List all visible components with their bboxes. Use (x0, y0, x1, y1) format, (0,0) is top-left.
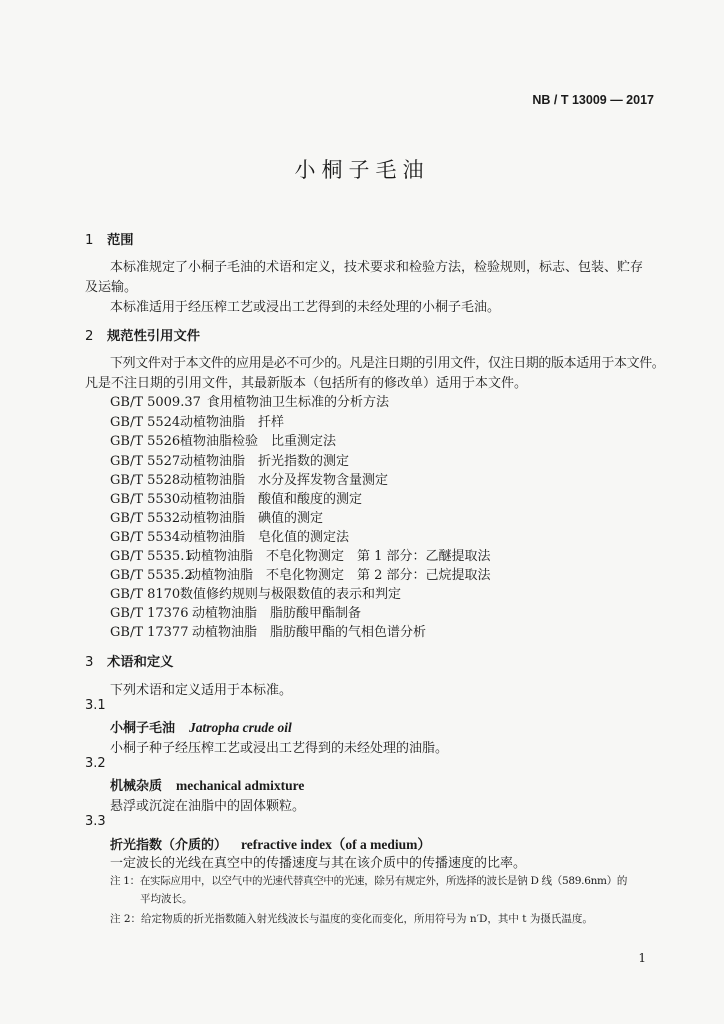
reference-item (110, 450, 349, 469)
reference-title: 动植物油脂 扦样 (180, 415, 285, 430)
section-2-heading (85, 325, 200, 344)
reference-code: GB/T 5527 (110, 454, 181, 469)
reference-item (110, 621, 426, 640)
term-heading (110, 775, 304, 794)
term-heading (110, 717, 292, 736)
reference-code: GB/T 5535.2 (110, 568, 193, 583)
reference-item (110, 564, 491, 583)
reference-title: 动植物油脂 碘值的测定 (180, 511, 324, 526)
section-title: 术语和定义 (107, 655, 174, 670)
reference-title: 动植物油脂 皂化值的测定法 (180, 530, 350, 545)
term-number: 3.1 (85, 698, 106, 713)
reference-title: 动植物油脂 折光指数的测定 (180, 454, 350, 469)
document-title: 小桐子毛油 (294, 158, 430, 182)
section-1-para1-line1: 本标准规定了小桐子毛油的术语和定义，技术要求和检验方法，检验规则，标志、包装、贮存 (110, 260, 644, 275)
reference-title: 动植物油脂 不皂化物测定 第 2 部分：己烷提取法 (188, 568, 491, 583)
reference-item (110, 602, 361, 621)
reference-title: 动植物油脂 水分及挥发物含量测定 (180, 473, 389, 488)
note-1-line2: 平均波长。 (140, 893, 193, 905)
term-english: refractive index（of a medium） (241, 837, 431, 852)
section-title: 规范性引用文件 (107, 329, 201, 344)
section-number: 2 (85, 329, 94, 344)
reference-code: GB/T 5530 (110, 492, 181, 507)
term-chinese: 机械杂质 (110, 779, 163, 794)
reference-item (110, 583, 401, 602)
term-number: 3.2 (85, 756, 106, 771)
reference-code: GB/T 5528 (110, 473, 181, 488)
note-1-line1: 注 1：在实际应用中，以空气中的光速代替真空中的光速，除另有规定外，所选择的波长是钠 D 线（589.6nm）的 (110, 875, 628, 887)
reference-code: GB/T 17376 (110, 606, 189, 621)
section-title: 范围 (107, 233, 134, 248)
term-definition: 小桐子种子经压榨工艺或浸出工艺得到的未经处理的油脂。 (110, 741, 449, 756)
reference-title: 植物油脂检验 比重测定法 (180, 434, 337, 449)
reference-item (110, 469, 388, 488)
reference-code: GB/T 5526 (110, 434, 181, 449)
section-2-intro-line1: 下列文件对于本文件的应用是必不可少的。凡是注日期的引用文件，仅注日期的版本适用于本文件。 (110, 356, 665, 371)
document-code: NB / T 13009 — 2017 (532, 93, 654, 107)
reference-code: GB/T 5009.37 (110, 395, 201, 410)
section-1-para2: 本标准适用于经压榨工艺或浸出工艺得到的未经处理的小桐子毛油。 (110, 300, 501, 315)
reference-item (110, 526, 349, 545)
page-number: 1 (638, 951, 646, 965)
reference-code: GB/T 5524 (110, 415, 181, 430)
reference-code: GB/T 5532 (110, 511, 181, 526)
reference-title: 食用植物油卫生标准的分析方法 (207, 395, 390, 410)
section-3-heading (85, 651, 173, 670)
reference-code: GB/T 8170 (110, 587, 181, 602)
section-1-heading (85, 229, 134, 248)
note-2: 注 2：给定物质的折光指数随入射光线波长与温度的变化而变化，所用符号为 n′D，其中 t 为摄氏温度。 (110, 913, 593, 925)
reference-item (110, 391, 389, 410)
reference-title: 动植物油脂 酸值和酸度的测定 (180, 492, 363, 507)
section-number: 1 (85, 233, 94, 248)
reference-item (110, 507, 323, 526)
section-2-intro-line2: 凡是不注日期的引用文件，其最新版本（包括所有的修改单）适用于本文件。 (85, 376, 528, 391)
section-3-intro: 下列术语和定义适用于本标准。 (110, 683, 293, 698)
section-number: 3 (85, 655, 94, 670)
section-1-para1-line2: 及运输。 (85, 280, 138, 295)
term-english: mechanical admixture (176, 778, 305, 793)
reference-item (110, 488, 362, 507)
term-chinese: 折光指数（介质的） (110, 838, 228, 853)
reference-code: GB/T 5535.1 (110, 549, 193, 564)
reference-item (110, 545, 491, 564)
reference-item (110, 411, 284, 430)
reference-title: 动植物油脂 脂肪酸甲酯的气相色谱分析 (192, 625, 427, 640)
term-definition: 一定波长的光线在真空中的传播速度与其在该介质中的传播速度的比率。 (110, 856, 527, 871)
term-definition: 悬浮或沉淀在油脂中的固体颗粒。 (110, 799, 306, 814)
reference-title: 数值修约规则与极限数值的表示和判定 (180, 587, 402, 602)
reference-item (110, 430, 336, 449)
term-chinese: 小桐子毛油 (110, 721, 176, 736)
term-english: Jatropha crude oil (189, 720, 292, 735)
reference-title: 动植物油脂 不皂化物测定 第 1 部分：乙醚提取法 (188, 549, 491, 564)
reference-code: GB/T 17377 (110, 625, 189, 640)
reference-code: GB/T 5534 (110, 530, 181, 545)
term-number: 3.3 (85, 814, 106, 829)
reference-title: 动植物油脂 脂肪酸甲酯制备 (192, 606, 362, 621)
term-heading (110, 833, 431, 853)
